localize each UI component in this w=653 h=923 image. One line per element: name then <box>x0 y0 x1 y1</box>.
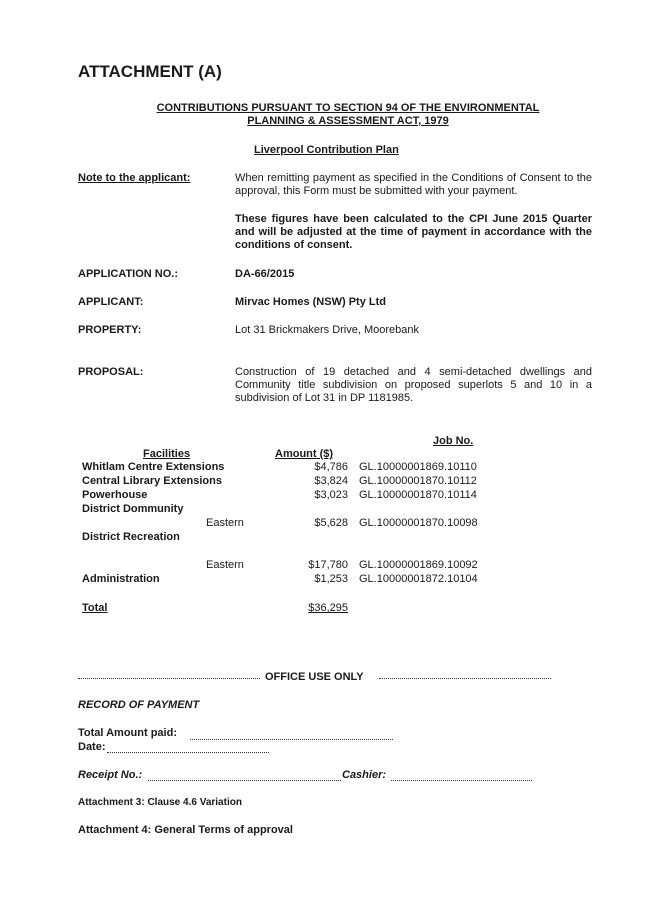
facility-job-no: GL.10000001870.10114 <box>359 489 477 501</box>
cashier-field <box>391 780 532 781</box>
col-amount-header: Amount ($) <box>275 448 334 460</box>
attachment-4: Attachment 4: General Terms of approval <box>78 824 293 836</box>
facility-name: Central Library Extensions <box>82 475 222 487</box>
plan-name: Liverpool Contribution Plan <box>254 144 399 156</box>
facility-subarea: Eastern <box>206 517 244 529</box>
receipt-no-label: Receipt No.: <box>78 769 143 781</box>
facility-subarea: Eastern <box>206 559 244 571</box>
facility-job-no: GL.10000001869.10110 <box>359 461 477 473</box>
date-label: Date: <box>78 741 106 753</box>
note-text: When remitting payment as specified in the Conditions of Consent to the approval, this Form must be submitted with your payment. <box>235 172 592 197</box>
heading-line-1: CONTRIBUTIONS PURSUANT TO SECTION 94 OF THE ENVIRONMENTAL <box>156 102 540 114</box>
col-job-header: Job No. <box>433 435 474 447</box>
facility-job-no: GL.10000001869.10092 <box>359 559 478 571</box>
date-field <box>107 752 269 753</box>
total-amount-paid-label: Total Amount paid: <box>78 727 177 739</box>
col-facilities-header: Facilities <box>143 448 191 460</box>
heading-line-2: PLANNING & ASSESSMENT ACT, 1979 <box>247 115 449 127</box>
total-amount-paid-field <box>190 739 393 740</box>
applicant-value: Mirvac Homes (NSW) Pty Ltd <box>235 296 386 308</box>
proposal-label: PROPOSAL: <box>78 366 144 378</box>
facility-name: District Recreation <box>82 531 180 543</box>
receipt-no-field <box>148 780 341 781</box>
facility-name: Whitlam Centre Extensions <box>82 461 225 473</box>
facility-job-no: GL.10000001870.10098 <box>359 517 478 529</box>
proposal-value: Construction of 19 detached and 4 semi-detached dwellings and Community title subdivision on proposed superlots 5 and 10 in a subdivision of Lot 31 in DP 1181985. <box>235 366 592 404</box>
facility-job-no: GL.10000001872.10104 <box>359 573 478 585</box>
note-bold-text: These figures have been calculated to the CPI June 2015 Quarter and will be adjusted at the time of payment in accordance with the conditions of consent. <box>235 213 592 251</box>
application-value: DA-66/2015 <box>235 268 295 280</box>
facility-name: Administration <box>82 573 160 585</box>
property-label: PROPERTY: <box>78 324 142 336</box>
total-amount: $36,295 <box>308 602 348 614</box>
banner-divider-right <box>379 678 551 679</box>
note-label: Note to the applicant: <box>78 172 191 184</box>
facility-amount: $17,780 <box>308 559 348 571</box>
office-use-banner: OFFICE USE ONLY <box>265 671 364 683</box>
attachment-3: Attachment 3: Clause 4.6 Variation <box>78 797 242 808</box>
applicant-label: APPLICANT: <box>78 296 144 308</box>
facility-amount: $5,628 <box>314 517 348 529</box>
facility-amount: $1,253 <box>314 573 348 585</box>
facility-amount: $3,023 <box>314 489 348 501</box>
facility-job-no: GL.10000001870.10112 <box>359 475 477 487</box>
facility-amount: $4,786 <box>314 461 348 473</box>
application-label: APPLICATION NO.: <box>78 268 179 280</box>
cashier-label: Cashier: <box>342 769 387 781</box>
record-of-payment: RECORD OF PAYMENT <box>78 699 200 711</box>
facility-amount: $3,824 <box>314 475 348 487</box>
total-label: Total <box>82 602 108 614</box>
facility-name: Powerhouse <box>82 489 148 501</box>
facility-name: District Dommunity <box>82 503 184 515</box>
banner-divider-left <box>78 678 260 679</box>
page-title: ATTACHMENT (A) <box>78 62 222 81</box>
property-value: Lot 31 Brickmakers Drive, Moorebank <box>235 324 420 336</box>
